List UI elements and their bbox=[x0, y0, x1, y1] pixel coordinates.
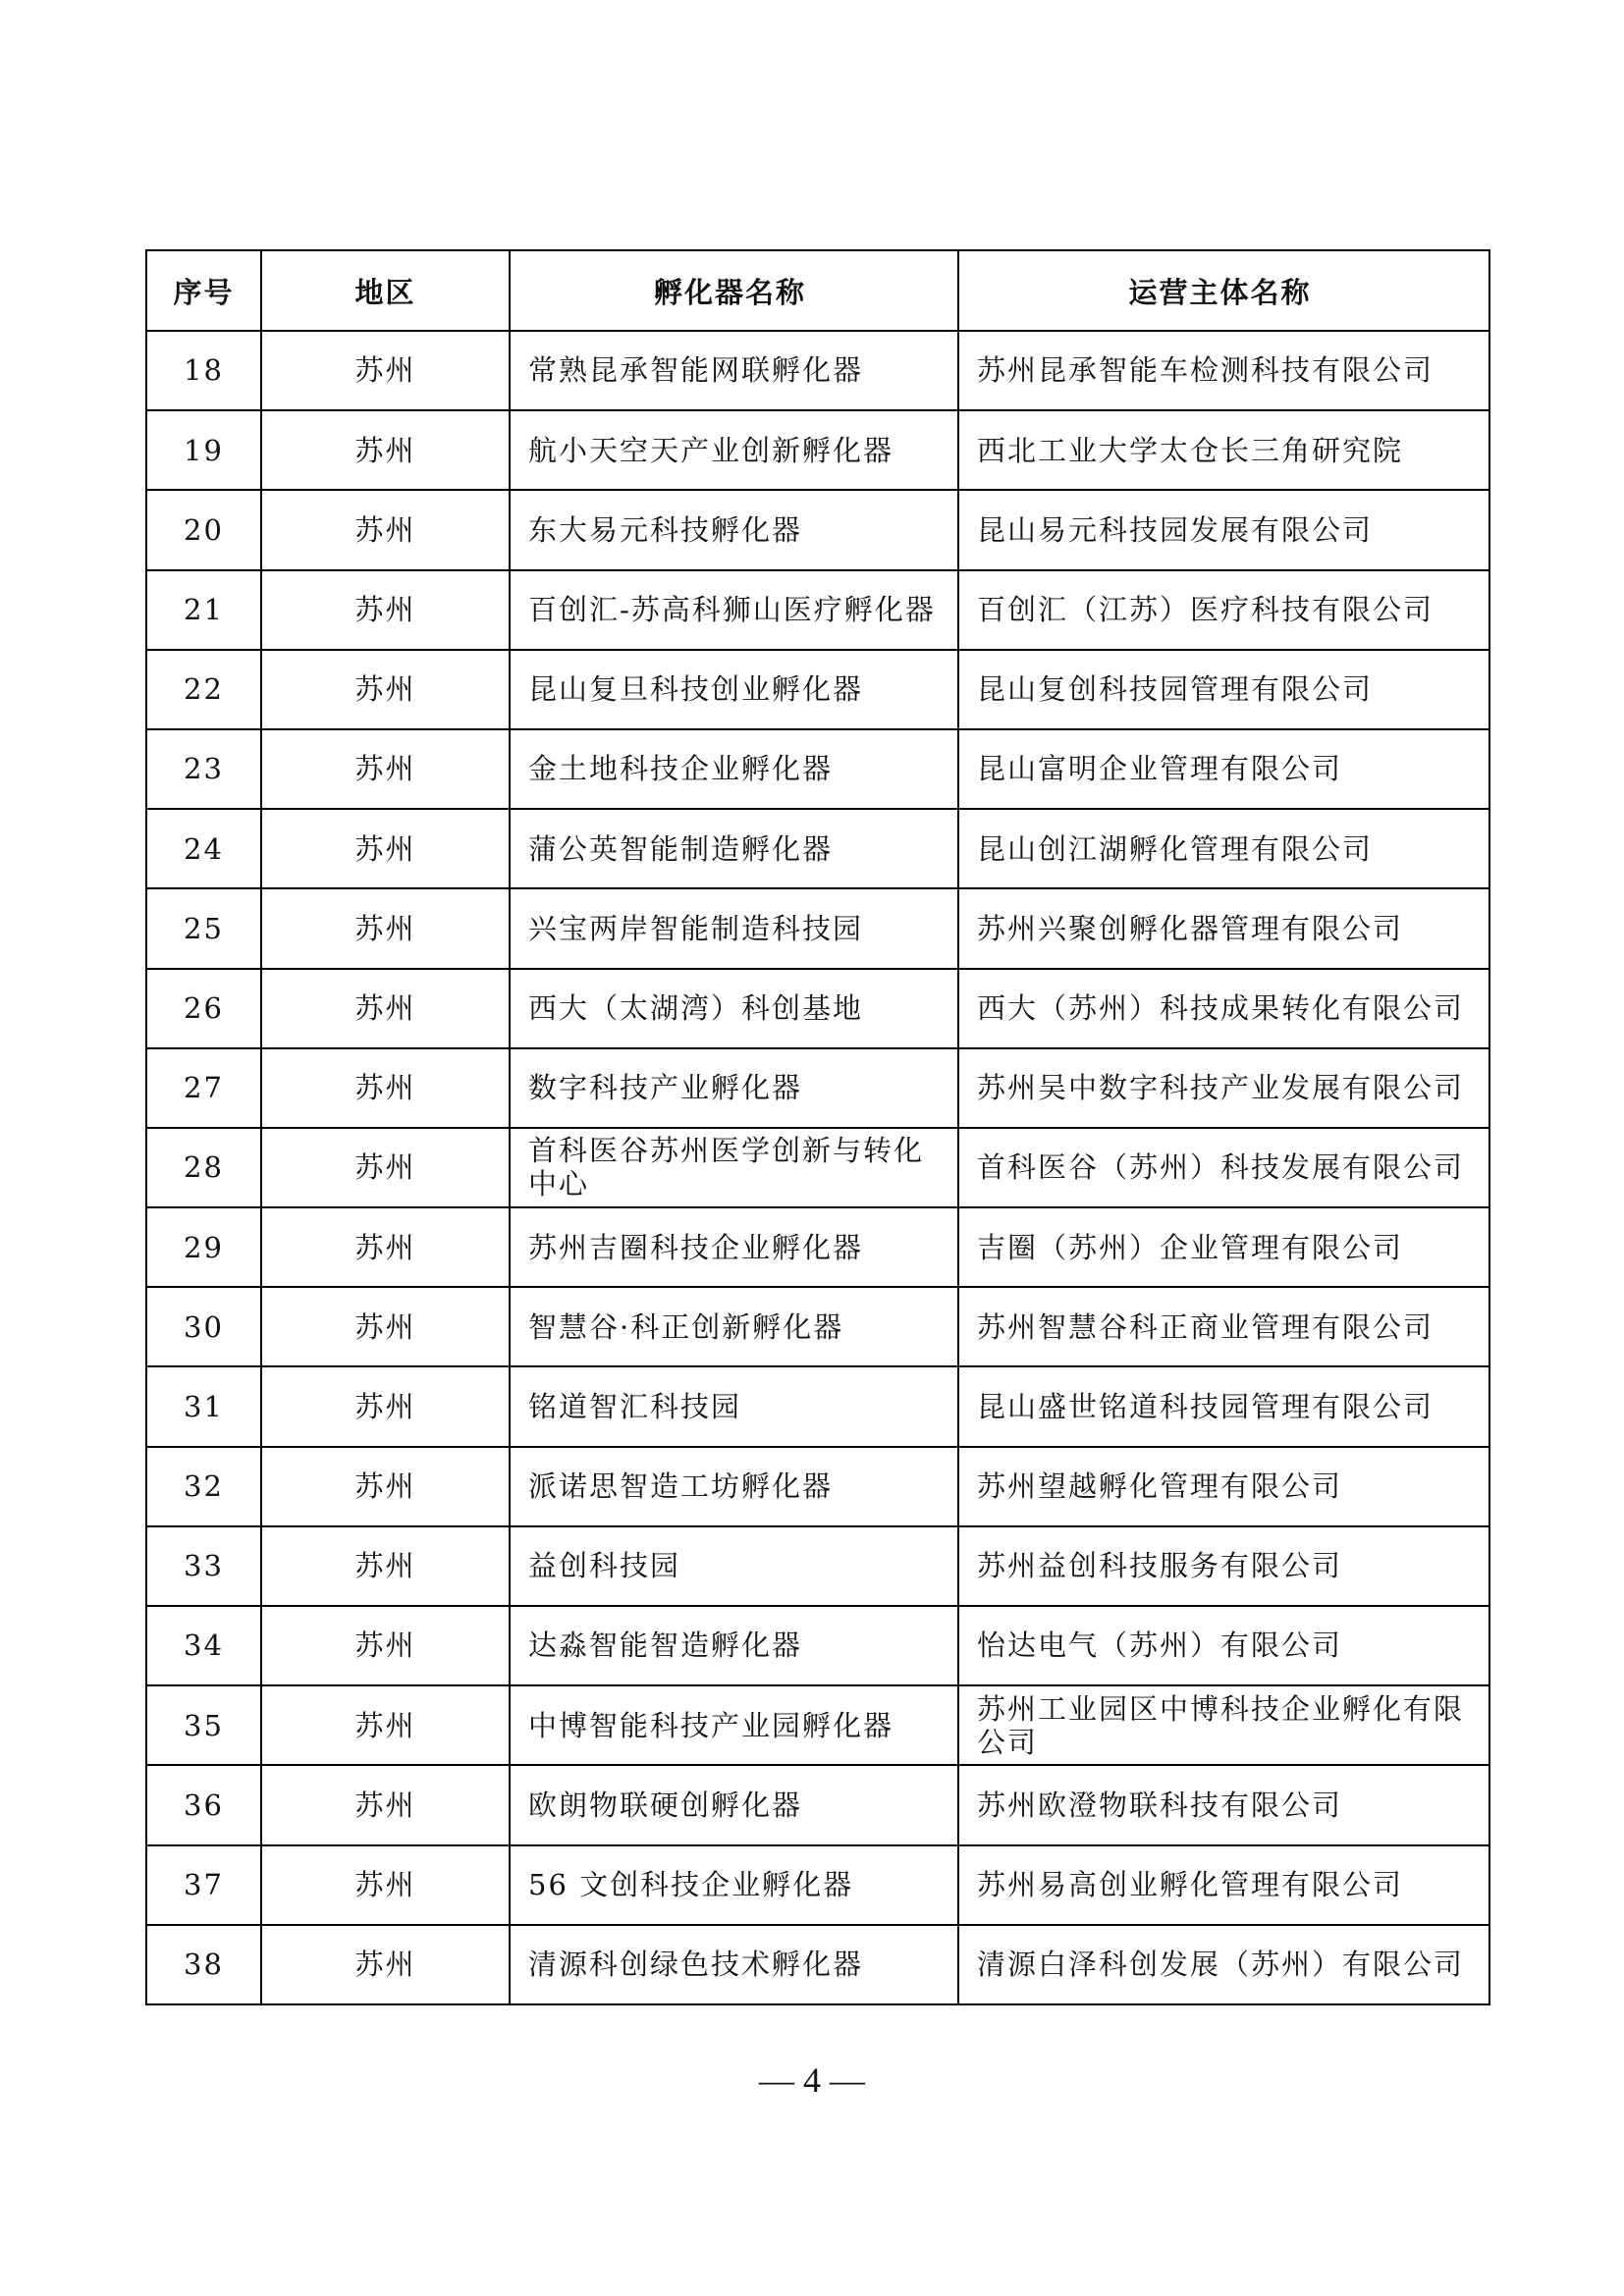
cell-region: 苏州 bbox=[261, 1287, 510, 1366]
cell-region: 苏州 bbox=[261, 809, 510, 888]
cell-incubator-name: 欧朗物联硬创孵化器 bbox=[510, 1765, 958, 1844]
cell-operator-name: 昆山创江湖孵化管理有限公司 bbox=[958, 809, 1489, 888]
cell-incubator-name: 百创汇-苏高科狮山医疗孵化器 bbox=[510, 570, 958, 650]
table-row bbox=[146, 650, 1489, 729]
cell-incubator-name: 首科医谷苏州医学创新与转化中心 bbox=[510, 1128, 958, 1207]
cell-incubator-name: 兴宝两岸智能制造科技园 bbox=[510, 888, 958, 968]
cell-incubator-name: 派诺思智造工坊孵化器 bbox=[510, 1447, 958, 1526]
table-row bbox=[146, 1287, 1489, 1366]
table-row bbox=[146, 1048, 1489, 1128]
table-row bbox=[146, 490, 1489, 569]
cell-seq: 31 bbox=[146, 1366, 261, 1446]
cell-operator-name: 怡达电气（苏州）有限公司 bbox=[958, 1606, 1489, 1685]
cell-region: 苏州 bbox=[261, 1447, 510, 1526]
cell-seq: 32 bbox=[146, 1447, 261, 1526]
table-row bbox=[146, 809, 1489, 888]
cell-incubator-name: 昆山复旦科技创业孵化器 bbox=[510, 650, 958, 729]
cell-seq: 36 bbox=[146, 1765, 261, 1844]
cell-region: 苏州 bbox=[261, 888, 510, 968]
cell-seq: 33 bbox=[146, 1526, 261, 1606]
cell-operator-name: 苏州易高创业孵化管理有限公司 bbox=[958, 1845, 1489, 1925]
cell-seq: 18 bbox=[146, 331, 261, 410]
cell-incubator-name: 金土地科技企业孵化器 bbox=[510, 729, 958, 809]
cell-seq: 22 bbox=[146, 650, 261, 729]
table-row bbox=[146, 1207, 1489, 1287]
cell-incubator-name: 苏州吉圈科技企业孵化器 bbox=[510, 1207, 958, 1287]
cell-incubator-name: 中博智能科技产业园孵化器 bbox=[510, 1685, 958, 1765]
cell-operator-name: 苏州智慧谷科正商业管理有限公司 bbox=[958, 1287, 1489, 1366]
cell-operator-name: 苏州望越孵化管理有限公司 bbox=[958, 1447, 1489, 1526]
cell-region: 苏州 bbox=[261, 1526, 510, 1606]
cell-seq: 23 bbox=[146, 729, 261, 809]
header-seq: 序号 bbox=[146, 250, 261, 331]
cell-region: 苏州 bbox=[261, 1207, 510, 1287]
table-row bbox=[146, 1366, 1489, 1446]
table-body bbox=[146, 331, 1489, 2004]
cell-seq: 38 bbox=[146, 1925, 261, 2004]
cell-operator-name: 昆山富明企业管理有限公司 bbox=[958, 729, 1489, 809]
table-row bbox=[146, 1925, 1489, 2004]
cell-seq: 19 bbox=[146, 410, 261, 490]
table-row bbox=[146, 1765, 1489, 1844]
cell-incubator-name: 蒲公英智能制造孵化器 bbox=[510, 809, 958, 888]
cell-seq: 35 bbox=[146, 1685, 261, 1765]
table-row bbox=[146, 1845, 1489, 1925]
cell-seq: 37 bbox=[146, 1845, 261, 1925]
cell-region: 苏州 bbox=[261, 331, 510, 410]
cell-operator-name: 苏州工业园区中博科技企业孵化有限公司 bbox=[958, 1685, 1489, 1765]
cell-operator-name: 首科医谷（苏州）科技发展有限公司 bbox=[958, 1128, 1489, 1207]
cell-seq: 30 bbox=[146, 1287, 261, 1366]
table-row bbox=[146, 331, 1489, 410]
cell-operator-name: 苏州吴中数字科技产业发展有限公司 bbox=[958, 1048, 1489, 1128]
cell-region: 苏州 bbox=[261, 1925, 510, 2004]
cell-operator-name: 昆山易元科技园发展有限公司 bbox=[958, 490, 1489, 569]
cell-incubator-name: 益创科技园 bbox=[510, 1526, 958, 1606]
cell-region: 苏州 bbox=[261, 410, 510, 490]
cell-region: 苏州 bbox=[261, 1128, 510, 1207]
table-row bbox=[146, 1128, 1489, 1207]
cell-region: 苏州 bbox=[261, 729, 510, 809]
cell-incubator-name: 56 文创科技企业孵化器 bbox=[510, 1845, 958, 1925]
table-row bbox=[146, 888, 1489, 968]
cell-seq: 20 bbox=[146, 490, 261, 569]
cell-region: 苏州 bbox=[261, 490, 510, 569]
table-row bbox=[146, 969, 1489, 1048]
cell-operator-name: 苏州昆承智能车检测科技有限公司 bbox=[958, 331, 1489, 410]
cell-operator-name: 西北工业大学太仓长三角研究院 bbox=[958, 410, 1489, 490]
cell-incubator-name: 智慧谷·科正创新孵化器 bbox=[510, 1287, 958, 1366]
cell-seq: 29 bbox=[146, 1207, 261, 1287]
cell-incubator-name: 西大（太湖湾）科创基地 bbox=[510, 969, 958, 1048]
cell-incubator-name: 东大易元科技孵化器 bbox=[510, 490, 958, 569]
cell-operator-name: 昆山复创科技园管理有限公司 bbox=[958, 650, 1489, 729]
table-row bbox=[146, 1685, 1489, 1765]
cell-incubator-name: 达淼智能智造孵化器 bbox=[510, 1606, 958, 1685]
cell-incubator-name: 航小天空天产业创新孵化器 bbox=[510, 410, 958, 490]
cell-operator-name: 昆山盛世铭道科技园管理有限公司 bbox=[958, 1366, 1489, 1446]
cell-region: 苏州 bbox=[261, 650, 510, 729]
cell-seq: 25 bbox=[146, 888, 261, 968]
cell-region: 苏州 bbox=[261, 1048, 510, 1128]
cell-seq: 21 bbox=[146, 570, 261, 650]
table-row bbox=[146, 570, 1489, 650]
table-row bbox=[146, 729, 1489, 809]
page-number: — 4 — bbox=[759, 2060, 865, 2100]
cell-operator-name: 苏州欧澄物联科技有限公司 bbox=[958, 1765, 1489, 1844]
cell-incubator-name: 清源科创绿色技术孵化器 bbox=[510, 1925, 958, 2004]
cell-incubator-name: 常熟昆承智能网联孵化器 bbox=[510, 331, 958, 410]
table-row bbox=[146, 1447, 1489, 1526]
cell-seq: 28 bbox=[146, 1128, 261, 1207]
table-row bbox=[146, 1606, 1489, 1685]
cell-operator-name: 西大（苏州）科技成果转化有限公司 bbox=[958, 969, 1489, 1048]
cell-seq: 24 bbox=[146, 809, 261, 888]
cell-seq: 34 bbox=[146, 1606, 261, 1685]
cell-region: 苏州 bbox=[261, 570, 510, 650]
cell-operator-name: 清源白泽科创发展（苏州）有限公司 bbox=[958, 1925, 1489, 2004]
header-row bbox=[146, 250, 1489, 331]
cell-operator-name: 吉圈（苏州）企业管理有限公司 bbox=[958, 1207, 1489, 1287]
cell-region: 苏州 bbox=[261, 1366, 510, 1446]
header-operator-name: 运营主体名称 bbox=[958, 250, 1489, 331]
cell-seq: 27 bbox=[146, 1048, 261, 1128]
table-header bbox=[146, 250, 1489, 331]
cell-operator-name: 百创汇（江苏）医疗科技有限公司 bbox=[958, 570, 1489, 650]
cell-seq: 26 bbox=[146, 969, 261, 1048]
cell-operator-name: 苏州兴聚创孵化器管理有限公司 bbox=[958, 888, 1489, 968]
table-row bbox=[146, 410, 1489, 490]
header-region: 地区 bbox=[261, 250, 510, 331]
cell-region: 苏州 bbox=[261, 1845, 510, 1925]
cell-region: 苏州 bbox=[261, 1765, 510, 1844]
cell-region: 苏州 bbox=[261, 1685, 510, 1765]
incubator-table bbox=[145, 249, 1490, 2005]
cell-region: 苏州 bbox=[261, 1606, 510, 1685]
cell-region: 苏州 bbox=[261, 969, 510, 1048]
table-row bbox=[146, 1526, 1489, 1606]
cell-incubator-name: 铭道智汇科技园 bbox=[510, 1366, 958, 1446]
cell-operator-name: 苏州益创科技服务有限公司 bbox=[958, 1526, 1489, 1606]
cell-incubator-name: 数字科技产业孵化器 bbox=[510, 1048, 958, 1128]
header-incubator-name: 孵化器名称 bbox=[510, 250, 958, 331]
